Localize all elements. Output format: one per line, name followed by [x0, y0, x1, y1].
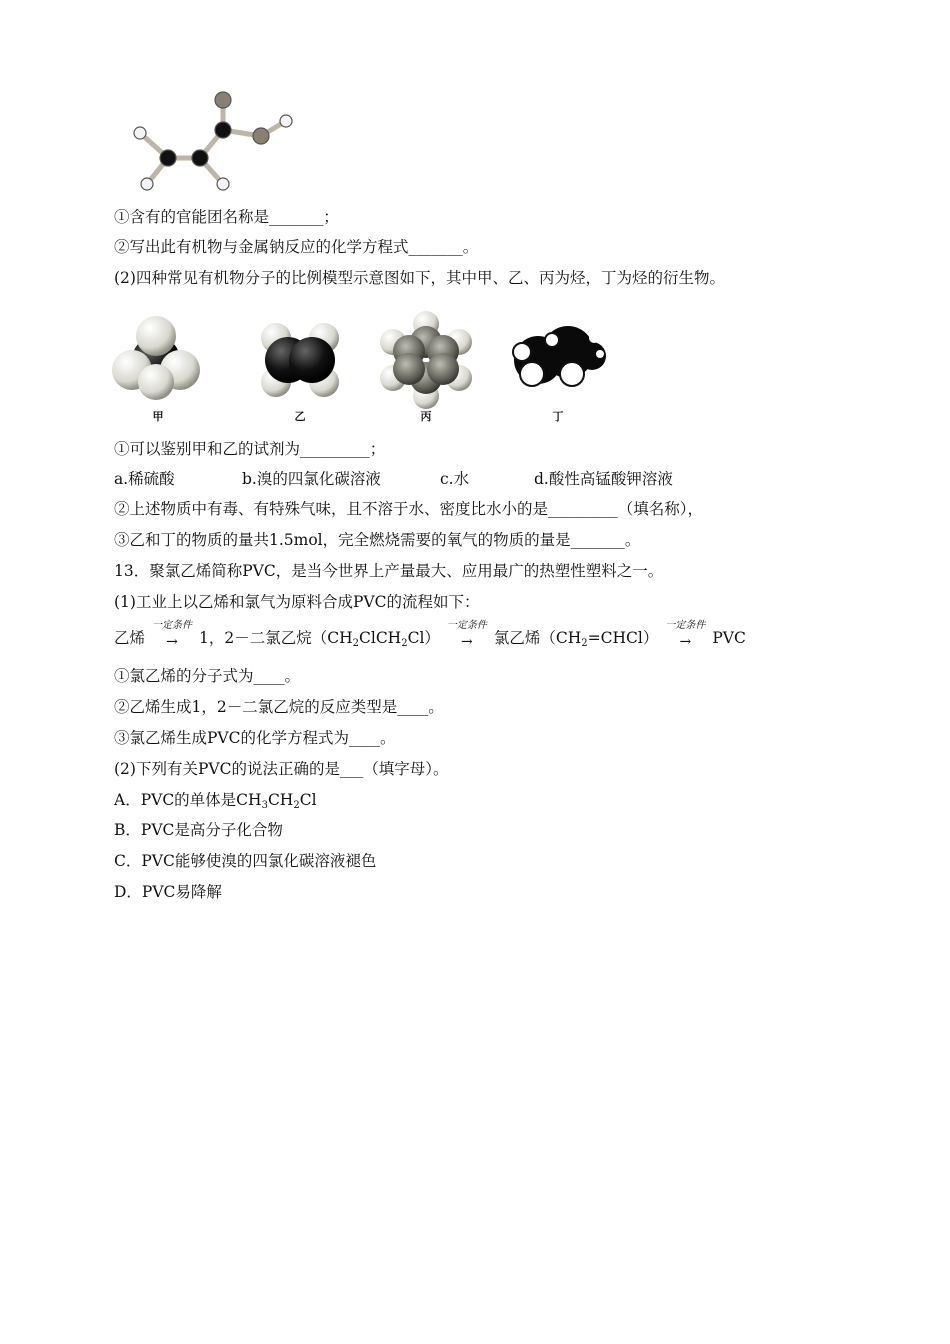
choice-d: D．PVC易降解	[114, 883, 222, 901]
ball-stick-molecule-image	[125, 88, 305, 198]
model-label-ding: 丁	[552, 410, 564, 423]
option-a: a.稀硫酸	[114, 470, 175, 488]
arrow-icon: →	[679, 634, 692, 650]
choice-a: A．PVC的单体是$CH_3CH_2Cl$	[114, 791, 317, 811]
q13-title: 13．聚氯乙烯简称PVC，是当今世界上产量最大、应用最广的热塑性塑料之一。	[114, 562, 664, 580]
flow-arrow-2	[440, 620, 494, 650]
model-yi	[250, 310, 350, 425]
model-label-bing: 丙	[420, 410, 432, 423]
q13-part-2: (2)下列有关PVC的说法正确的是___（填字母）。	[114, 760, 449, 778]
ethanol-model-image	[508, 310, 608, 410]
arrow-icon: →	[461, 634, 473, 650]
flow-condition-1: 一定条件	[152, 620, 193, 631]
q13-part-1: (1)工业上以乙烯和氯气为原料合成PVC的流程如下：	[114, 593, 480, 611]
choice-b: B．PVC是高分子化合物	[114, 821, 283, 839]
flow-end: PVC	[712, 629, 746, 647]
methane-model-image	[108, 310, 208, 410]
flow-dichloroethane: 1，2－二氯乙烷$(CH_2ClCH_2Cl)$	[199, 629, 440, 649]
q12-item-2: ②写出此有机物与金属钠反应的化学方程式_______。	[114, 238, 479, 256]
benzene-model-image	[376, 310, 476, 410]
arrow-icon: →	[166, 634, 178, 650]
synthesis-flow	[114, 620, 746, 650]
q13-item-2: ②乙烯生成1，2－二氯乙烷的反应类型是____。	[114, 698, 444, 716]
model-label-yi: 乙	[294, 410, 306, 423]
model-jia	[108, 310, 208, 425]
q13-item-3: ③氯乙烯生成PVC的化学方程式为____。	[114, 729, 396, 747]
q13-item-1: ①氯乙烯的分子式为____。	[114, 667, 301, 685]
option-b: b.溴的四氯化碳溶液	[242, 470, 381, 488]
ethylene-model-image	[250, 310, 350, 410]
q12-item-1: ①含有的官能团名称是_______；	[114, 208, 339, 226]
model-bing	[376, 310, 476, 425]
option-c: c.水	[440, 470, 470, 488]
flow-condition-2: 一定条件	[446, 620, 487, 631]
q12-part-2: (2)四种常见有机物分子的比例模型示意图如下，其中甲、乙、丙为烃，丁为烃的衍生物。	[114, 269, 725, 287]
flow-arrow-3	[658, 620, 712, 650]
flow-condition-3: 一定条件	[665, 620, 706, 631]
flow-start: 乙烯	[114, 629, 146, 647]
q12-sub-1: ①可以鉴别甲和乙的试剂为_________；	[114, 440, 386, 458]
options-row	[114, 469, 814, 489]
flow-arrow-1	[145, 620, 199, 650]
q12-sub-2: ②上述物质中有毒、有特殊气味，且不溶于水、密度比水小的是_________（填名称），	[114, 500, 704, 518]
option-d: d.酸性高锰酸钾溶液	[534, 470, 673, 488]
model-ding	[508, 310, 608, 425]
space-filling-models	[108, 310, 628, 425]
flow-vinyl-chloride: 氯乙烯$(CH_2=CHCl)$	[493, 629, 659, 649]
q12-sub-3: ③乙和丁的物质的量共1.5mol，完全燃烧需要的氧气的物质的量是_______。	[114, 531, 641, 549]
choice-c: C．PVC能够使溴的四氯化碳溶液褪色	[114, 852, 377, 870]
model-label-jia: 甲	[152, 410, 164, 423]
